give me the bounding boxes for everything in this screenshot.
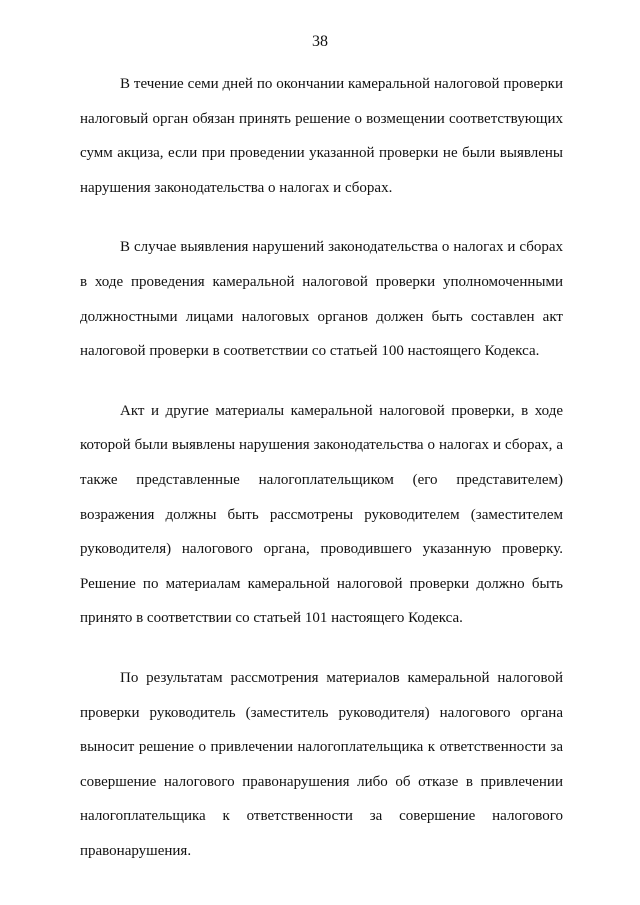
paragraph-2: [80, 230, 563, 368]
text-line: Акт и другие материалы камеральной налоговой проверки, в ходе: [120, 402, 563, 419]
page-number: 38: [312, 33, 328, 50]
text-line: В течение семи дней по окончании камеральной налоговой проверки: [120, 76, 563, 92]
text-line: проверки руководитель (заместитель руководителя) налогового органа: [80, 704, 563, 721]
text-line: в ходе проведения камеральной налоговой проверки уполномоченными: [80, 273, 563, 290]
text-line: По результатам рассмотрения материалов камеральной налоговой: [120, 669, 563, 686]
paragraph-4: [80, 661, 563, 869]
text-line: правонарушения.: [80, 842, 192, 859]
text-line: руководителя) налогового органа, проводившего указанную проверку.: [80, 541, 563, 558]
text-line: сумм акциза, если при проведении указанной проверки не были выявлены: [80, 145, 563, 162]
text-line: налоговый орган обязан принять решение о возмещении соответствующих: [80, 110, 563, 127]
paragraph-3: [80, 394, 563, 636]
text-line: должностными лицами налоговых органов должен быть составлен акт: [80, 308, 563, 325]
paragraph-1: [80, 67, 563, 205]
text-line: возражения должны быть рассмотрены руководителем (заместителем: [80, 506, 563, 523]
text-line: В случае выявления нарушений законодательства о налогах и сборах: [120, 239, 563, 256]
text-line: нарушения законодательства о налогах и сборах.: [80, 179, 393, 196]
text-line: Решение по материалам камеральной налоговой проверки должно быть: [80, 575, 563, 592]
text-line: выносит решение о привлечении налогоплательщика к ответственности за: [80, 739, 563, 756]
text-line: совершение налогового правонарушения либо об отказе в привлечении: [80, 773, 563, 790]
text-line: также представленные налогоплательщиком (его представителем): [80, 471, 563, 488]
text-line: налогоплательщика к ответственности за совершение налогового: [80, 808, 563, 825]
text-line: принято в соответствии со статьей 101 настоящего Кодекса.: [80, 610, 463, 627]
text-line: которой были выявлены нарушения законодательства о налогах и сборах, а: [80, 437, 563, 454]
body-text: [80, 67, 563, 893]
text-line: налоговой проверки в соответствии со статьей 100 настоящего Кодекса.: [80, 343, 540, 360]
